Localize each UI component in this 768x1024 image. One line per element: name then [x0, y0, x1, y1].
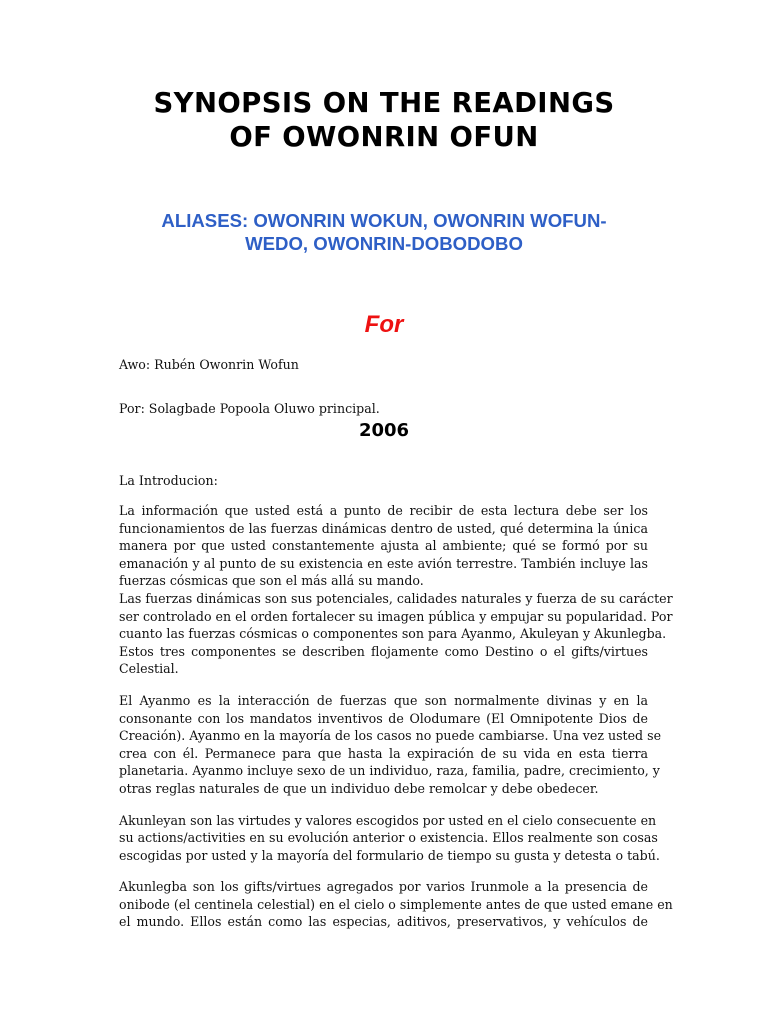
paragraph-line: cuanto las fuerzas cósmicas o componentes son para Ayanmo, Akuleyan y Akunlegba.	[119, 626, 667, 642]
awo-line: Awo: Rubén Owonrin Wofun	[119, 357, 299, 372]
body-paragraph	[119, 812, 660, 865]
body-paragraph	[119, 878, 673, 931]
paragraph-line: fuerzas cósmicas que son el más allá su mando.	[119, 573, 424, 589]
body-text	[119, 502, 673, 945]
body-paragraph	[119, 502, 673, 678]
paragraph-line: el mundo. Ellos están como las especias, aditivos, preservativos, y vehículos de	[119, 914, 648, 930]
paragraph-line: manera por que usted constantemente ajusta al ambiente; qué se formó por su	[119, 538, 648, 554]
aliases-line-1: ALIASES: OWONRIN WOKUN, OWONRIN WOFUN-	[161, 210, 607, 231]
paragraph-line: funcionamientos de las fuerzas dinámicas dentro de usted, qué determina la única	[119, 520, 648, 536]
paragraph-line: crea con él. Permanece para que hasta la expiración de su vida en esta tierra	[119, 745, 648, 761]
por-line: Por: Solagbade Popoola Oluwo principal.	[119, 401, 380, 416]
title-line-2: OF OWONRIN OFUN	[229, 121, 539, 153]
paragraph-line: Akunlegba son los gifts/virtues agregados por varios Irunmole a la presencia de	[119, 879, 648, 895]
aliases-line-2: WEDO, OWONRIN-DOBODOBO	[245, 233, 523, 254]
paragraph-line: Las fuerzas dinámicas son sus potenciales, calidades naturales y fuerza de su carácter	[119, 590, 673, 606]
paragraph-line: ser controlado en el orden fortalecer su imagen pública y empujar su popularidad. Por	[119, 608, 673, 624]
paragraph-line: consonante con los mandatos inventivos de Olodumare (El Omnipotente Dios de	[119, 710, 648, 726]
paragraph-line: El Ayanmo es la interacción de fuerzas que son normalmente divinas y en la	[119, 692, 648, 708]
aliases-heading	[90, 209, 678, 255]
paragraph-line: emanación y al punto de su existencia en este avión terrestre. También incluye las	[119, 555, 648, 571]
intro-heading: La Introducion:	[119, 473, 218, 488]
paragraph-line: Estos tres componentes se describen flojamente como Destino o el gifts/virtues	[119, 643, 648, 659]
paragraph-line: onibode (el centinela celestial) en el cielo o simplemente antes de que usted emane en	[119, 896, 673, 912]
paragraph-line: Creación). Ayanmo en la mayoría de los casos no puede cambiarse. Una vez usted se	[119, 728, 662, 744]
paragraph-line: Akunleyan son las virtudes y valores escogidos por usted en el cielo consecuente en	[119, 812, 657, 828]
paragraph-line: escogidas por usted y la mayoría del formulario de tiempo su gusta y detesta o tabú.	[119, 847, 660, 863]
paragraph-line: La información que usted está a punto de recibir de esta lectura debe ser los	[119, 503, 648, 518]
body-paragraph	[119, 692, 662, 798]
paragraph-line: planetaria. Ayanmo incluye sexo de un individuo, raza, familia, padre, crecimiento, y	[119, 763, 660, 779]
paragraph-line: su actions/activities en su evolución anterior o existencia. Ellos realmente son cosas	[119, 830, 658, 846]
document-title	[80, 86, 688, 154]
paragraph-line: Celestial.	[119, 661, 179, 677]
title-line-1: SYNOPSIS ON THE READINGS	[153, 87, 615, 119]
paragraph-line: otras reglas naturales de que un individuo debe remolcar y debe obedecer.	[119, 780, 599, 796]
for-label: For	[364, 311, 404, 338]
year: 2006	[358, 420, 410, 441]
